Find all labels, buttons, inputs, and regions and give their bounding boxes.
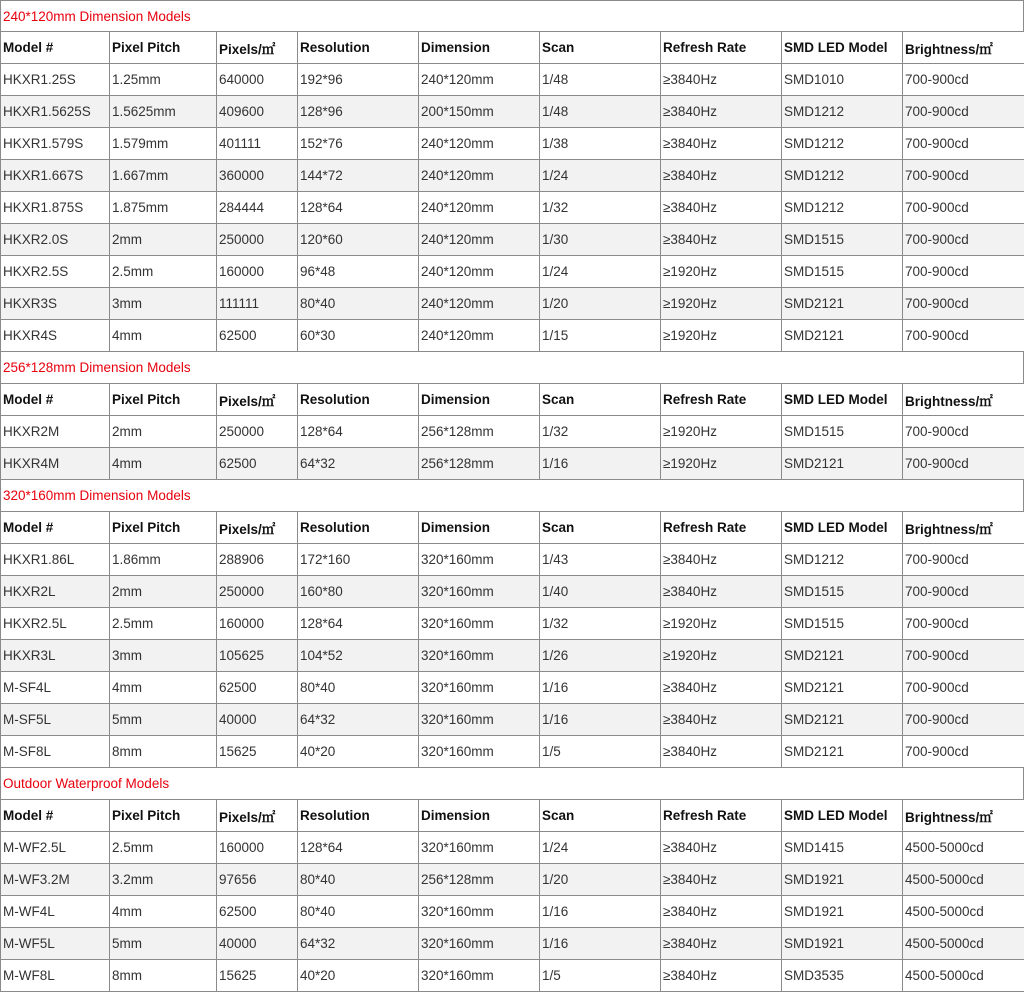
cell-brightness: 700-900cd [903, 576, 1024, 608]
header-scan: Scan [540, 800, 661, 832]
header-pixels-per-sqm: Pixels/㎡ [217, 32, 298, 64]
cell-dimension: 240*120mm [419, 192, 540, 224]
table-row [1, 288, 1024, 320]
cell-refresh-rate: ≥3840Hz [661, 192, 782, 224]
header-resolution: Resolution [298, 512, 419, 544]
header-dimension: Dimension [419, 800, 540, 832]
cell-smd-led-model: SMD1515 [782, 608, 903, 640]
cell-model: HKXR2.5S [1, 256, 110, 288]
cell-scan: 1/15 [540, 320, 661, 352]
cell-pixels-per-sqm: 288906 [217, 544, 298, 576]
cell-pixel-pitch: 5mm [110, 704, 217, 736]
cell-pixel-pitch: 2mm [110, 576, 217, 608]
cell-resolution: 64*32 [298, 704, 419, 736]
spec-table [0, 511, 1024, 768]
cell-smd-led-model: SMD1921 [782, 864, 903, 896]
section-title: 240*120mm Dimension Models [0, 0, 1024, 31]
cell-pixels-per-sqm: 250000 [217, 576, 298, 608]
cell-scan: 1/5 [540, 736, 661, 768]
cell-dimension: 320*160mm [419, 640, 540, 672]
cell-refresh-rate: ≥3840Hz [661, 704, 782, 736]
cell-pixels-per-sqm: 15625 [217, 736, 298, 768]
header-row [1, 512, 1024, 544]
cell-brightness: 700-900cd [903, 288, 1024, 320]
cell-pixel-pitch: 2mm [110, 416, 217, 448]
cell-refresh-rate: ≥3840Hz [661, 96, 782, 128]
cell-pixel-pitch: 4mm [110, 896, 217, 928]
cell-brightness: 700-900cd [903, 192, 1024, 224]
cell-refresh-rate: ≥3840Hz [661, 160, 782, 192]
cell-refresh-rate: ≥3840Hz [661, 576, 782, 608]
section-1 [0, 352, 1024, 480]
section-title: 256*128mm Dimension Models [0, 352, 1024, 383]
cell-pixel-pitch: 4mm [110, 320, 217, 352]
table-row [1, 896, 1024, 928]
header-smd-led-model: SMD LED Model [782, 32, 903, 64]
cell-pixels-per-sqm: 640000 [217, 64, 298, 96]
cell-smd-led-model: SMD1212 [782, 544, 903, 576]
section-3 [0, 768, 1024, 992]
table-row [1, 576, 1024, 608]
table-row [1, 960, 1024, 992]
cell-model: M-SF4L [1, 672, 110, 704]
cell-brightness: 700-900cd [903, 416, 1024, 448]
cell-smd-led-model: SMD1212 [782, 96, 903, 128]
cell-smd-led-model: SMD1212 [782, 192, 903, 224]
header-resolution: Resolution [298, 32, 419, 64]
cell-smd-led-model: SMD1212 [782, 160, 903, 192]
cell-brightness: 700-900cd [903, 544, 1024, 576]
table-row [1, 672, 1024, 704]
table-row [1, 416, 1024, 448]
cell-pixels-per-sqm: 105625 [217, 640, 298, 672]
header-model: Model # [1, 800, 110, 832]
cell-resolution: 64*32 [298, 928, 419, 960]
section-2 [0, 480, 1024, 768]
cell-pixel-pitch: 1.579mm [110, 128, 217, 160]
cell-pixels-per-sqm: 160000 [217, 256, 298, 288]
cell-scan: 1/24 [540, 160, 661, 192]
cell-scan: 1/32 [540, 608, 661, 640]
cell-brightness: 700-900cd [903, 640, 1024, 672]
cell-pixels-per-sqm: 401111 [217, 128, 298, 160]
header-scan: Scan [540, 384, 661, 416]
cell-pixel-pitch: 4mm [110, 672, 217, 704]
cell-model: HKXR2.0S [1, 224, 110, 256]
cell-dimension: 240*120mm [419, 128, 540, 160]
cell-smd-led-model: SMD2121 [782, 704, 903, 736]
cell-brightness: 700-900cd [903, 96, 1024, 128]
header-brightness: Brightness/㎡ [903, 512, 1024, 544]
cell-scan: 1/48 [540, 96, 661, 128]
cell-resolution: 160*80 [298, 576, 419, 608]
header-pixel-pitch: Pixel Pitch [110, 800, 217, 832]
table-row [1, 928, 1024, 960]
cell-scan: 1/16 [540, 448, 661, 480]
header-scan: Scan [540, 32, 661, 64]
cell-scan: 1/32 [540, 192, 661, 224]
cell-brightness: 700-900cd [903, 448, 1024, 480]
cell-refresh-rate: ≥3840Hz [661, 128, 782, 160]
cell-resolution: 60*30 [298, 320, 419, 352]
cell-pixels-per-sqm: 15625 [217, 960, 298, 992]
cell-pixel-pitch: 1.86mm [110, 544, 217, 576]
cell-smd-led-model: SMD1515 [782, 256, 903, 288]
cell-resolution: 40*20 [298, 960, 419, 992]
cell-dimension: 256*128mm [419, 864, 540, 896]
section-title: 320*160mm Dimension Models [0, 480, 1024, 511]
table-row [1, 96, 1024, 128]
cell-dimension: 320*160mm [419, 896, 540, 928]
cell-brightness: 700-900cd [903, 256, 1024, 288]
cell-smd-led-model: SMD1515 [782, 576, 903, 608]
cell-resolution: 80*40 [298, 896, 419, 928]
cell-pixels-per-sqm: 62500 [217, 320, 298, 352]
header-pixels-per-sqm: Pixels/㎡ [217, 384, 298, 416]
cell-smd-led-model: SMD1010 [782, 64, 903, 96]
cell-scan: 1/20 [540, 864, 661, 896]
cell-resolution: 128*96 [298, 96, 419, 128]
cell-brightness: 700-900cd [903, 160, 1024, 192]
cell-dimension: 240*120mm [419, 320, 540, 352]
cell-pixels-per-sqm: 40000 [217, 704, 298, 736]
cell-smd-led-model: SMD2121 [782, 672, 903, 704]
cell-model: HKXR2L [1, 576, 110, 608]
table-row [1, 864, 1024, 896]
cell-resolution: 128*64 [298, 192, 419, 224]
header-refresh-rate: Refresh Rate [661, 384, 782, 416]
spec-table [0, 799, 1024, 992]
cell-resolution: 80*40 [298, 864, 419, 896]
spec-table [0, 383, 1024, 480]
cell-model: M-WF4L [1, 896, 110, 928]
table-row [1, 128, 1024, 160]
cell-pixel-pitch: 8mm [110, 960, 217, 992]
cell-brightness: 4500-5000cd [903, 832, 1024, 864]
header-row [1, 800, 1024, 832]
cell-model: HKXR1.25S [1, 64, 110, 96]
cell-resolution: 80*40 [298, 288, 419, 320]
cell-pixel-pitch: 1.667mm [110, 160, 217, 192]
cell-smd-led-model: SMD1515 [782, 224, 903, 256]
header-smd-led-model: SMD LED Model [782, 512, 903, 544]
cell-model: M-WF5L [1, 928, 110, 960]
cell-model: HKXR3L [1, 640, 110, 672]
cell-pixel-pitch: 3mm [110, 288, 217, 320]
cell-brightness: 700-900cd [903, 672, 1024, 704]
cell-pixels-per-sqm: 160000 [217, 608, 298, 640]
header-scan: Scan [540, 512, 661, 544]
cell-refresh-rate: ≥1920Hz [661, 416, 782, 448]
cell-resolution: 128*64 [298, 608, 419, 640]
header-smd-led-model: SMD LED Model [782, 384, 903, 416]
cell-scan: 1/20 [540, 288, 661, 320]
cell-pixels-per-sqm: 97656 [217, 864, 298, 896]
table-row [1, 160, 1024, 192]
cell-brightness: 700-900cd [903, 736, 1024, 768]
cell-refresh-rate: ≥3840Hz [661, 896, 782, 928]
cell-pixels-per-sqm: 160000 [217, 832, 298, 864]
cell-model: HKXR1.667S [1, 160, 110, 192]
cell-scan: 1/24 [540, 832, 661, 864]
cell-brightness: 4500-5000cd [903, 896, 1024, 928]
cell-smd-led-model: SMD2121 [782, 640, 903, 672]
cell-model: HKXR1.579S [1, 128, 110, 160]
header-refresh-rate: Refresh Rate [661, 800, 782, 832]
cell-dimension: 200*150mm [419, 96, 540, 128]
cell-scan: 1/26 [540, 640, 661, 672]
header-dimension: Dimension [419, 512, 540, 544]
cell-pixels-per-sqm: 250000 [217, 416, 298, 448]
header-model: Model # [1, 512, 110, 544]
table-row [1, 544, 1024, 576]
header-resolution: Resolution [298, 800, 419, 832]
cell-pixel-pitch: 5mm [110, 928, 217, 960]
cell-smd-led-model: SMD3535 [782, 960, 903, 992]
header-row [1, 384, 1024, 416]
header-model: Model # [1, 32, 110, 64]
cell-refresh-rate: ≥3840Hz [661, 928, 782, 960]
cell-brightness: 700-900cd [903, 608, 1024, 640]
cell-refresh-rate: ≥3840Hz [661, 960, 782, 992]
cell-brightness: 4500-5000cd [903, 864, 1024, 896]
header-row [1, 32, 1024, 64]
cell-model: HKXR2.5L [1, 608, 110, 640]
cell-scan: 1/16 [540, 672, 661, 704]
header-pixels-per-sqm: Pixels/㎡ [217, 512, 298, 544]
cell-resolution: 128*64 [298, 416, 419, 448]
cell-refresh-rate: ≥1920Hz [661, 640, 782, 672]
cell-resolution: 152*76 [298, 128, 419, 160]
cell-smd-led-model: SMD1415 [782, 832, 903, 864]
table-row [1, 224, 1024, 256]
cell-model: HKXR1.86L [1, 544, 110, 576]
header-resolution: Resolution [298, 384, 419, 416]
cell-pixel-pitch: 1.5625mm [110, 96, 217, 128]
table-row [1, 736, 1024, 768]
cell-refresh-rate: ≥3840Hz [661, 736, 782, 768]
cell-refresh-rate: ≥1920Hz [661, 256, 782, 288]
cell-pixel-pitch: 3mm [110, 640, 217, 672]
cell-resolution: 40*20 [298, 736, 419, 768]
cell-scan: 1/32 [540, 416, 661, 448]
table-row [1, 192, 1024, 224]
table-row [1, 256, 1024, 288]
cell-model: M-WF3.2M [1, 864, 110, 896]
table-row [1, 448, 1024, 480]
cell-pixels-per-sqm: 250000 [217, 224, 298, 256]
header-pixel-pitch: Pixel Pitch [110, 32, 217, 64]
cell-dimension: 320*160mm [419, 544, 540, 576]
cell-model: HKXR1.5625S [1, 96, 110, 128]
cell-model: HKXR3S [1, 288, 110, 320]
cell-resolution: 144*72 [298, 160, 419, 192]
cell-dimension: 240*120mm [419, 288, 540, 320]
cell-refresh-rate: ≥1920Hz [661, 608, 782, 640]
cell-dimension: 320*160mm [419, 704, 540, 736]
cell-pixel-pitch: 8mm [110, 736, 217, 768]
cell-refresh-rate: ≥3840Hz [661, 544, 782, 576]
cell-resolution: 172*160 [298, 544, 419, 576]
cell-resolution: 104*52 [298, 640, 419, 672]
cell-model: M-WF8L [1, 960, 110, 992]
cell-model: M-SF8L [1, 736, 110, 768]
cell-resolution: 128*64 [298, 832, 419, 864]
cell-pixel-pitch: 2mm [110, 224, 217, 256]
cell-refresh-rate: ≥1920Hz [661, 320, 782, 352]
cell-pixels-per-sqm: 111111 [217, 288, 298, 320]
cell-refresh-rate: ≥3840Hz [661, 64, 782, 96]
cell-brightness: 700-900cd [903, 128, 1024, 160]
cell-brightness: 4500-5000cd [903, 928, 1024, 960]
cell-scan: 1/5 [540, 960, 661, 992]
table-row [1, 640, 1024, 672]
cell-smd-led-model: SMD2121 [782, 288, 903, 320]
cell-model: M-SF5L [1, 704, 110, 736]
header-pixels-per-sqm: Pixels/㎡ [217, 800, 298, 832]
header-refresh-rate: Refresh Rate [661, 512, 782, 544]
cell-pixel-pitch: 2.5mm [110, 608, 217, 640]
cell-model: HKXR4M [1, 448, 110, 480]
cell-refresh-rate: ≥3840Hz [661, 224, 782, 256]
cell-scan: 1/16 [540, 896, 661, 928]
cell-pixels-per-sqm: 409600 [217, 96, 298, 128]
cell-pixel-pitch: 2.5mm [110, 256, 217, 288]
cell-pixel-pitch: 3.2mm [110, 864, 217, 896]
cell-pixel-pitch: 2.5mm [110, 832, 217, 864]
cell-dimension: 240*120mm [419, 256, 540, 288]
cell-brightness: 700-900cd [903, 704, 1024, 736]
cell-model: HKXR2M [1, 416, 110, 448]
header-refresh-rate: Refresh Rate [661, 32, 782, 64]
cell-dimension: 240*120mm [419, 224, 540, 256]
header-brightness: Brightness/㎡ [903, 384, 1024, 416]
cell-scan: 1/40 [540, 576, 661, 608]
cell-scan: 1/16 [540, 928, 661, 960]
cell-refresh-rate: ≥1920Hz [661, 448, 782, 480]
header-brightness: Brightness/㎡ [903, 800, 1024, 832]
cell-resolution: 120*60 [298, 224, 419, 256]
cell-resolution: 192*96 [298, 64, 419, 96]
cell-smd-led-model: SMD1921 [782, 928, 903, 960]
cell-smd-led-model: SMD1921 [782, 896, 903, 928]
cell-scan: 1/48 [540, 64, 661, 96]
table-row [1, 320, 1024, 352]
cell-pixels-per-sqm: 62500 [217, 672, 298, 704]
cell-dimension: 240*120mm [419, 64, 540, 96]
header-pixel-pitch: Pixel Pitch [110, 384, 217, 416]
cell-scan: 1/43 [540, 544, 661, 576]
table-row [1, 608, 1024, 640]
table-row [1, 832, 1024, 864]
cell-refresh-rate: ≥1920Hz [661, 288, 782, 320]
header-pixel-pitch: Pixel Pitch [110, 512, 217, 544]
header-dimension: Dimension [419, 32, 540, 64]
cell-model: M-WF2.5L [1, 832, 110, 864]
cell-brightness: 700-900cd [903, 224, 1024, 256]
cell-brightness: 700-900cd [903, 320, 1024, 352]
cell-refresh-rate: ≥3840Hz [661, 832, 782, 864]
cell-model: HKXR1.875S [1, 192, 110, 224]
cell-dimension: 320*160mm [419, 608, 540, 640]
cell-pixels-per-sqm: 40000 [217, 928, 298, 960]
cell-smd-led-model: SMD2121 [782, 448, 903, 480]
cell-model: HKXR4S [1, 320, 110, 352]
cell-resolution: 64*32 [298, 448, 419, 480]
cell-pixels-per-sqm: 284444 [217, 192, 298, 224]
table-row [1, 64, 1024, 96]
cell-refresh-rate: ≥3840Hz [661, 864, 782, 896]
cell-dimension: 320*160mm [419, 928, 540, 960]
section-title: Outdoor Waterproof Models [0, 768, 1024, 799]
section-0 [0, 0, 1024, 352]
cell-pixel-pitch: 1.875mm [110, 192, 217, 224]
cell-resolution: 96*48 [298, 256, 419, 288]
cell-dimension: 240*120mm [419, 160, 540, 192]
cell-pixel-pitch: 4mm [110, 448, 217, 480]
cell-dimension: 320*160mm [419, 672, 540, 704]
cell-dimension: 320*160mm [419, 960, 540, 992]
cell-pixels-per-sqm: 62500 [217, 448, 298, 480]
cell-smd-led-model: SMD2121 [782, 736, 903, 768]
table-row [1, 704, 1024, 736]
cell-pixel-pitch: 1.25mm [110, 64, 217, 96]
cell-dimension: 256*128mm [419, 448, 540, 480]
header-dimension: Dimension [419, 384, 540, 416]
cell-smd-led-model: SMD1212 [782, 128, 903, 160]
cell-smd-led-model: SMD1515 [782, 416, 903, 448]
cell-scan: 1/30 [540, 224, 661, 256]
header-brightness: Brightness/㎡ [903, 32, 1024, 64]
cell-dimension: 320*160mm [419, 832, 540, 864]
header-smd-led-model: SMD LED Model [782, 800, 903, 832]
spec-table [0, 31, 1024, 352]
cell-brightness: 700-900cd [903, 64, 1024, 96]
header-model: Model # [1, 384, 110, 416]
cell-scan: 1/38 [540, 128, 661, 160]
cell-dimension: 320*160mm [419, 736, 540, 768]
cell-scan: 1/24 [540, 256, 661, 288]
cell-refresh-rate: ≥3840Hz [661, 672, 782, 704]
cell-resolution: 80*40 [298, 672, 419, 704]
cell-dimension: 320*160mm [419, 576, 540, 608]
cell-pixels-per-sqm: 62500 [217, 896, 298, 928]
cell-scan: 1/16 [540, 704, 661, 736]
cell-pixels-per-sqm: 360000 [217, 160, 298, 192]
cell-dimension: 256*128mm [419, 416, 540, 448]
cell-smd-led-model: SMD2121 [782, 320, 903, 352]
cell-brightness: 4500-5000cd [903, 960, 1024, 992]
